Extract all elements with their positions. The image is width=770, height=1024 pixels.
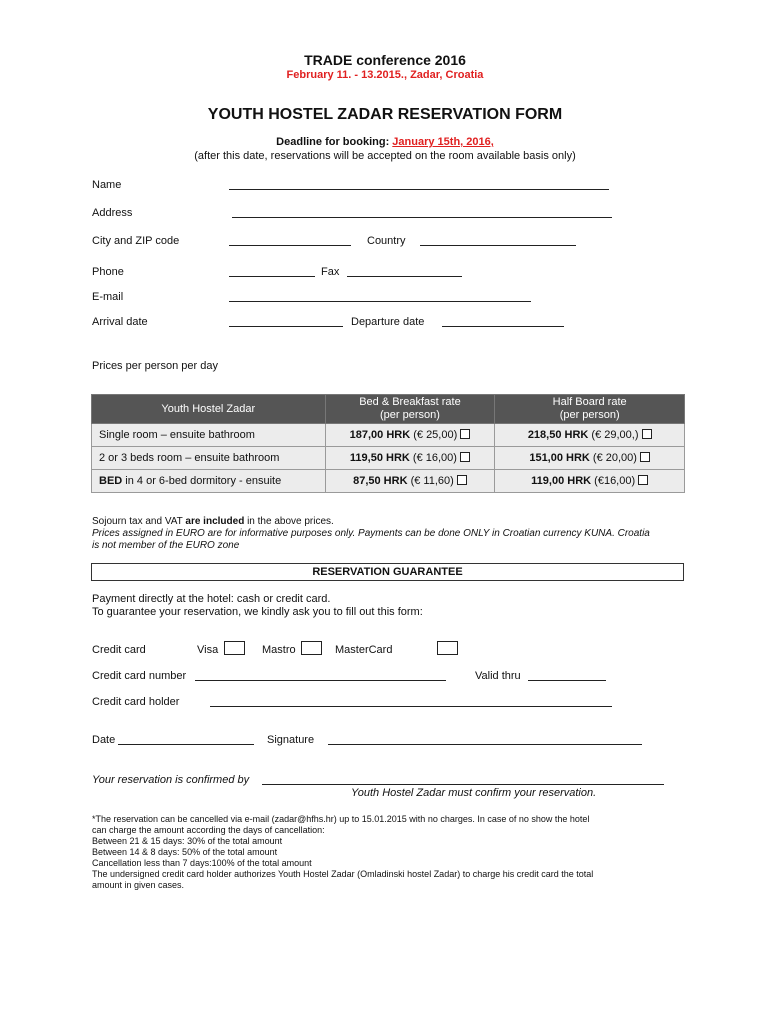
hb-price: 218,50 HRK — [527, 429, 589, 441]
tax-note-bold: are included — [185, 516, 245, 527]
header-hb-rate: Half Board rate — [552, 396, 627, 408]
bb-checkbox[interactable] — [457, 475, 467, 485]
date-label: Date — [92, 734, 116, 746]
hb-price: 151,00 HRK — [529, 452, 590, 464]
confirmed-by-field[interactable] — [262, 774, 664, 785]
price-table-header — [92, 395, 685, 424]
city-zip-field[interactable] — [229, 235, 351, 246]
name-field[interactable] — [229, 179, 609, 190]
bb-eur: (€ 25,00) — [410, 429, 458, 441]
bb-cell — [325, 447, 495, 470]
address-field[interactable] — [232, 207, 612, 218]
cancellation-line: amount in given cases. — [92, 880, 185, 890]
address-label: Address — [92, 207, 133, 219]
table-row — [92, 447, 685, 470]
city-zip-label: City and ZIP code — [92, 235, 180, 247]
reservation-guarantee-title: RESERVATION GUARANTEE — [91, 563, 684, 581]
cancellation-line: *The reservation can be cancelled via e-mail (zadar@hfhs.hr) up to 15.01.2015 with no charges. In case of no show the hotel — [92, 814, 590, 824]
prices-intro: Prices per person per day — [92, 360, 218, 372]
hb-eur: (€16,00) — [591, 475, 636, 487]
mastro-checkbox[interactable] — [301, 641, 322, 655]
mastercard-checkbox[interactable] — [437, 641, 458, 655]
signature-field[interactable] — [328, 734, 642, 745]
euro-note-line2: is not member of the EURO zone — [92, 540, 240, 551]
fax-label: Fax — [321, 266, 340, 278]
departure-label: Departure date — [351, 316, 425, 328]
valid-thru-label: Valid thru — [475, 670, 521, 682]
visa-checkbox[interactable] — [224, 641, 245, 655]
cancellation-terms — [92, 814, 593, 891]
deadline-label: Deadline for booking: — [276, 136, 393, 148]
card-number-label: Credit card number — [92, 670, 187, 682]
room-type-rest: in 4 or 6-bed dormitory - ensuite — [122, 475, 282, 487]
price-table — [91, 394, 685, 493]
hb-cell — [495, 424, 685, 447]
room-type: 2 or 3 beds room – ensuite bathroom — [92, 447, 326, 470]
header-hostel: Youth Hostel Zadar — [92, 395, 326, 424]
deadline-date: January 15th, 2016, — [392, 136, 494, 148]
payment-note: Payment directly at the hotel: cash or credit card. — [92, 593, 331, 605]
hb-cell — [495, 470, 685, 493]
room-type-bold: BED — [99, 475, 123, 487]
hb-price: 119,00 HRK — [531, 475, 592, 487]
bb-checkbox[interactable] — [460, 429, 470, 439]
visa-label: Visa — [197, 644, 219, 656]
bb-price: 187,00 HRK — [349, 429, 411, 441]
deadline-line — [0, 136, 770, 148]
header-bb — [325, 395, 495, 424]
conference-title: TRADE conference 2016 — [304, 52, 466, 68]
email-label: E-mail — [92, 291, 124, 303]
cancellation-line: can charge the amount according the days of cancellation: — [92, 825, 325, 835]
tax-note-post: in the above prices. — [244, 516, 334, 527]
card-holder-field[interactable] — [210, 696, 612, 707]
table-row — [92, 424, 685, 447]
card-holder-label: Credit card holder — [92, 696, 180, 708]
mastro-label: Mastro — [262, 644, 296, 656]
country-label: Country — [367, 235, 406, 247]
header-bb-rate: Bed & Breakfast rate — [359, 396, 461, 408]
bb-price: 87,50 HRK — [353, 475, 408, 487]
cancellation-line: The undersigned credit card holder authorizes Youth Hostel Zadar (Omladinski hostel Zadar) to charge his credit card the total — [92, 869, 594, 879]
bb-checkbox[interactable] — [460, 452, 470, 462]
fax-field[interactable] — [347, 266, 462, 277]
guarantee-instructions: To guarantee your reservation, we kindly ask you to fill out this form: — [92, 606, 423, 618]
tax-note — [92, 516, 334, 527]
hb-eur: (€ 29,00,) — [588, 429, 639, 441]
table-row — [92, 470, 685, 493]
credit-card-label: Credit card — [92, 644, 146, 656]
tax-note-pre: Sojourn tax and VAT — [92, 516, 186, 527]
form-title: YOUTH HOSTEL ZADAR RESERVATION FORM — [207, 106, 563, 123]
valid-thru-field[interactable] — [528, 670, 606, 681]
bb-price: 119,50 HRK — [349, 452, 410, 464]
bb-eur: (€ 11,60) — [407, 475, 454, 487]
phone-field[interactable] — [229, 266, 315, 277]
header-hb-per-person: (per person) — [559, 409, 620, 421]
hb-cell — [495, 447, 685, 470]
conference-dates: February 11. - 13.2015., Zadar, Croatia — [286, 69, 484, 81]
hb-checkbox[interactable] — [642, 429, 652, 439]
header-hb — [495, 395, 685, 424]
email-field[interactable] — [229, 291, 531, 302]
card-number-field[interactable] — [195, 670, 446, 681]
bb-cell — [325, 424, 495, 447]
arrival-field[interactable] — [229, 316, 343, 327]
date-field[interactable] — [118, 734, 254, 745]
bb-eur: (€ 16,00) — [409, 452, 457, 464]
room-type — [92, 470, 326, 493]
country-field[interactable] — [420, 235, 576, 246]
arrival-label: Arrival date — [92, 316, 148, 328]
signature-label: Signature — [267, 734, 315, 746]
cancellation-line: Cancellation less than 7 days:100% of the total amount — [92, 858, 312, 868]
deadline-note: (after this date, reservations will be accepted on the room available basis only) — [194, 150, 576, 162]
phone-label: Phone — [92, 266, 124, 278]
departure-field[interactable] — [442, 316, 564, 327]
name-label: Name — [92, 179, 122, 191]
hb-checkbox[interactable] — [638, 475, 648, 485]
mastercard-label: MasterCard — [335, 644, 393, 656]
hb-checkbox[interactable] — [640, 452, 650, 462]
header-bb-per-person: (per person) — [379, 409, 440, 421]
hb-eur: (€ 20,00) — [589, 452, 637, 464]
bb-cell — [325, 470, 495, 493]
confirmed-by-label: Your reservation is confirmed by — [92, 774, 250, 786]
euro-note-line1: Prices assigned in EURO are for informative purposes only. Payments can be done ONLY in Croatian currency KUNA. Croatia — [92, 528, 650, 539]
cancellation-line: Between 21 & 15 days: 30% of the total amount — [92, 836, 283, 846]
room-type: Single room – ensuite bathroom — [92, 424, 326, 447]
must-confirm-note: Youth Hostel Zadar must confirm your reservation. — [351, 787, 597, 799]
cancellation-line: Between 14 & 8 days: 50% of the total amount — [92, 847, 278, 857]
